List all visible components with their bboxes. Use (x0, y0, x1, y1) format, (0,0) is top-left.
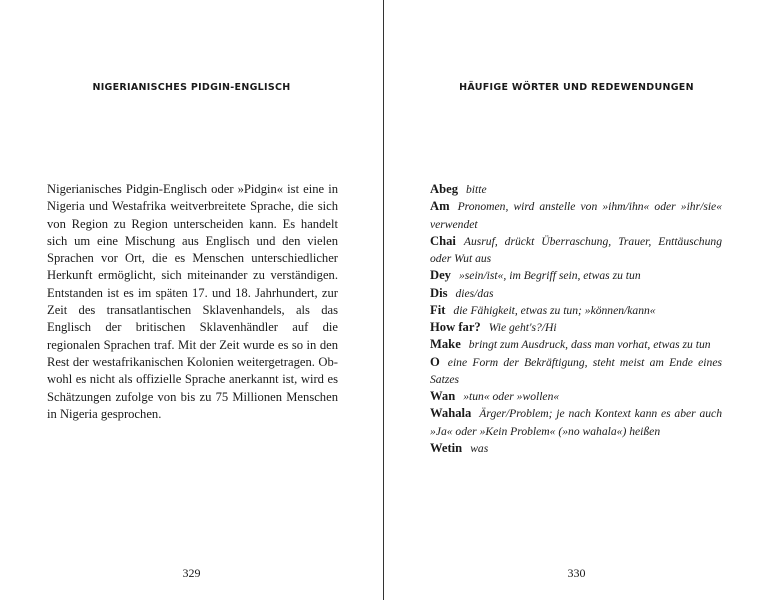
glossary-term: Dis (430, 285, 448, 300)
page-number: 329 (182, 566, 201, 580)
glossary-entry (430, 319, 722, 336)
glossary-definition: Pronomen, wird anstelle von »ihm/ihn« oder »ihr/sie« verwendet (430, 200, 722, 231)
glossary-term: Wahala (430, 406, 472, 421)
glossary-entry (430, 267, 722, 284)
glossary-term: Wetin (430, 440, 463, 455)
page-heading: HÄUFIGE WÖRTER UND REDEWENDUNGEN (459, 82, 694, 93)
glossary-term: Wan (430, 389, 456, 403)
glossary-definition: dies/das (455, 286, 494, 300)
glossary-definition: was (470, 441, 489, 455)
glossary-definition: eine Form der Bekräftigung, steht meist am Ende eines Satzes (430, 355, 722, 386)
glossary-entry (430, 181, 722, 198)
page-divider (383, 0, 384, 600)
body-paragraph: Nigerianisches Pidgin-Englisch oder »Pidgin« ist eine in Nigeria und Westafrika weitverbreitete Sprache, die sich von Region zu Region unterscheiden kann. Es handelt sich um eine Mischung aus Englisch und den vielen Sprachen vor Ort, die es Menschen unterschiedlicher Herkunft ermöglicht, sich miteinander zu verständigen. Entstanden ist es im späten 17. und 18. Jahrhundert, zur Zeit des transatlantischen Sklavenhandels, als das Englisch der britischen Sklavenhändler auf die regionalen Sprachen traf. Mit der Zeit wurde es so in den Rest der westafrikanischen Kolonien weitergetragen. Obwohl es nicht als offizielle Sprache anerkannt ist, wird es Schätzungen zufolge von bis zu 75 Millionen Menschen in Nigeria gesprochen. (47, 182, 338, 421)
glossary-definition: die Fähigkeit, etwas zu tun; »können/kann« (453, 303, 656, 317)
glossary-entry (430, 302, 722, 319)
glossary-list (430, 181, 722, 457)
glossary-definition: bitte (466, 183, 487, 196)
glossary-definition: bringt zum Ausdruck, dass man vorhat, etwas zu tun (468, 338, 711, 352)
left-page (0, 0, 383, 600)
page-heading: NIGERIANISCHES PIDGIN-ENGLISCH (92, 82, 291, 93)
glossary-definition: Ärger/Problem; je nach Kontext kann es aber auch »Ja« oder »Kein Problem« (»no wahala«) heißen (430, 407, 722, 438)
glossary-term: Dey (430, 268, 451, 283)
glossary-term: Chai (430, 233, 456, 248)
glossary-entry (430, 198, 722, 233)
right-page (385, 0, 768, 600)
glossary-term: O (430, 354, 440, 369)
glossary-entry (430, 233, 722, 268)
glossary-entry (430, 440, 722, 457)
glossary-definition: Ausruf, drückt Überraschung, Trauer, Enttäuschung oder Wut aus (430, 234, 722, 265)
glossary-term: Make (430, 337, 461, 352)
glossary-entry (430, 388, 722, 405)
glossary-term: Abeg (430, 182, 458, 196)
glossary-term: Am (430, 199, 450, 214)
glossary-definition: »tun« oder »wollen« (463, 390, 560, 403)
glossary-entry (430, 336, 722, 353)
glossary-definition: Wie geht's?/Hi (488, 321, 557, 334)
page-number: 330 (567, 566, 586, 580)
glossary-entry (430, 354, 722, 389)
glossary-term: Fit (430, 302, 446, 317)
glossary-entry (430, 405, 722, 440)
glossary-entry (430, 285, 722, 302)
glossary-definition: »sein/ist«, im Begriff sein, etwas zu tun (458, 269, 641, 283)
glossary-term: How far? (430, 320, 481, 334)
